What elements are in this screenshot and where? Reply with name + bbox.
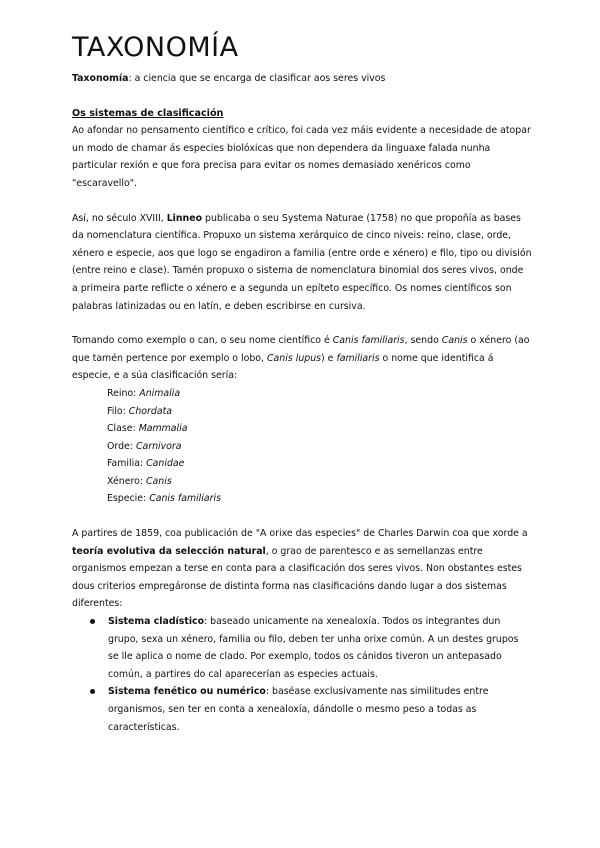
natural-selection-term: teoría evolutiva da selección natural (72, 545, 266, 557)
definition-paragraph (72, 70, 532, 88)
rank-label: Filo: (107, 405, 129, 417)
example-text-4: ) e (321, 352, 337, 364)
paragraph-linneo-after: publicaba o seu Systema Naturae (1758) no que propoñía as bases da nomenclatura científica. Propuxo un sistema xerárquico de cinco niveis: reino, clase, orde, xénero e especie, aos que logo se engadiron a familia (entre orde e xénero) e filo, tipo ou división (entre reino e clase). Tamén propuxo o sistema de nomenclatura binomial dos seres vivos, onde a primeira parte reflicte o xénero e a segunda un epíteto específico. Os nomes científicos son palabras latinizadas ou en latín, e deben escribirse en cursiva. (72, 212, 532, 312)
rank-value: Canidae (146, 458, 185, 470)
example-text-5: o nome que identifica á especie, e a súa clasificación sería: (72, 352, 494, 382)
page-title: TAXONOMÍA (72, 32, 239, 63)
rank-label: Familia: (107, 458, 147, 470)
bullet-icon (90, 689, 95, 694)
example-italic-3: Canis lupus (267, 352, 322, 364)
spacer (72, 88, 532, 105)
example-text-3: o xénero (ao que tamén pertence por exemplo o lobo, (72, 335, 530, 364)
paragraph-darwin-before: A partires de 1859, coa publicación de "A orixe das especies" de Charles Darwin coa que xorde a (72, 528, 528, 540)
linneo-name: Linneo (166, 212, 203, 224)
paragraph-darwin (72, 525, 532, 613)
system-item-phenetic (86, 683, 532, 736)
paragraph-intro: Ao afondar no pensamento científico e crítico, foi cada vez máis evidente a necesidade de atopar un modo de chamar ás especies biolóxicas que non dependera da linguaxe falada nunha particular rexión e que fora precisa para evitar os nomes demasiado xenéricos como "escaravello". (72, 125, 531, 189)
example-italic-1: Canis familiaris (332, 335, 405, 347)
definition-term: Taxonomía (72, 73, 129, 84)
example-text-2: , sendo (404, 335, 442, 347)
spacer (72, 193, 532, 210)
example-italic-2: Canis (441, 335, 468, 347)
rank-label: Reino: (107, 387, 140, 399)
classification-item (107, 438, 532, 456)
systems-list (72, 613, 532, 736)
rank-value: Mammalia (138, 423, 188, 435)
section-heading: Os sistemas de clasificación (72, 107, 224, 119)
rank-label: Orde: (107, 440, 136, 452)
rank-label: Clase: (107, 423, 139, 435)
rank-value: Chordata (128, 405, 172, 417)
example-text-1: Tomando como exemplo o can, o seu nome científico é (72, 335, 333, 347)
classification-item (107, 490, 532, 508)
rank-value: Canis (146, 475, 172, 487)
paragraph-linneo (72, 210, 532, 316)
definition-text: : a ciencia que se encarga de clasificar aos seres vivos (128, 73, 386, 84)
classification-item (107, 420, 532, 438)
system-item-cladistic (86, 613, 532, 683)
paragraph-linneo-before: Así, no século XVIII, (72, 212, 167, 224)
system-description: : baséase exclusivamente nas similitudes entre organismos, sen ter en conta a xenealoxía, dándolle o mesmo peso a todas as características. (108, 686, 489, 733)
rank-label: Especie: (107, 493, 150, 505)
paragraph-darwin-after: , o grao de parentesco e as semellanzas entre organismos empezan a terse en conta para a clasificación dos seres vivos. Non obstantes estes dous criterios empregáronse de distinta forma nas clasificacións dando lugar a dos sistemas diferentes: (72, 545, 522, 610)
spacer (72, 315, 532, 332)
paragraph-example (72, 332, 532, 385)
bullet-icon (90, 619, 95, 624)
rank-value: Carnivora (135, 440, 182, 452)
classification-item (107, 455, 532, 473)
rank-value: Animalia (139, 387, 181, 399)
rank-label: Xénero: (107, 475, 147, 487)
rank-value: Canis familiaris (149, 493, 221, 505)
spacer (72, 508, 532, 525)
document-page (72, 30, 532, 736)
classification-item (107, 473, 532, 491)
example-italic-4: familiaris (336, 352, 380, 364)
system-description: : baseado unicamente na xenealoxía. Todos os integrantes dun grupo, sexa un xénero, familia ou filo, deben ter unha orixe común. A un destes grupos se lle aplica o nome de clado. Por exemplo, todos os cánidos tiveron un antepasado común, a partires do cal aparecerían as especies actuais. (108, 616, 519, 680)
classification-list (72, 385, 532, 508)
system-name: Sistema fenético ou numérico (108, 686, 266, 698)
classification-item (107, 403, 532, 421)
system-name: Sistema cladístico (108, 616, 205, 628)
classification-item (107, 385, 532, 403)
